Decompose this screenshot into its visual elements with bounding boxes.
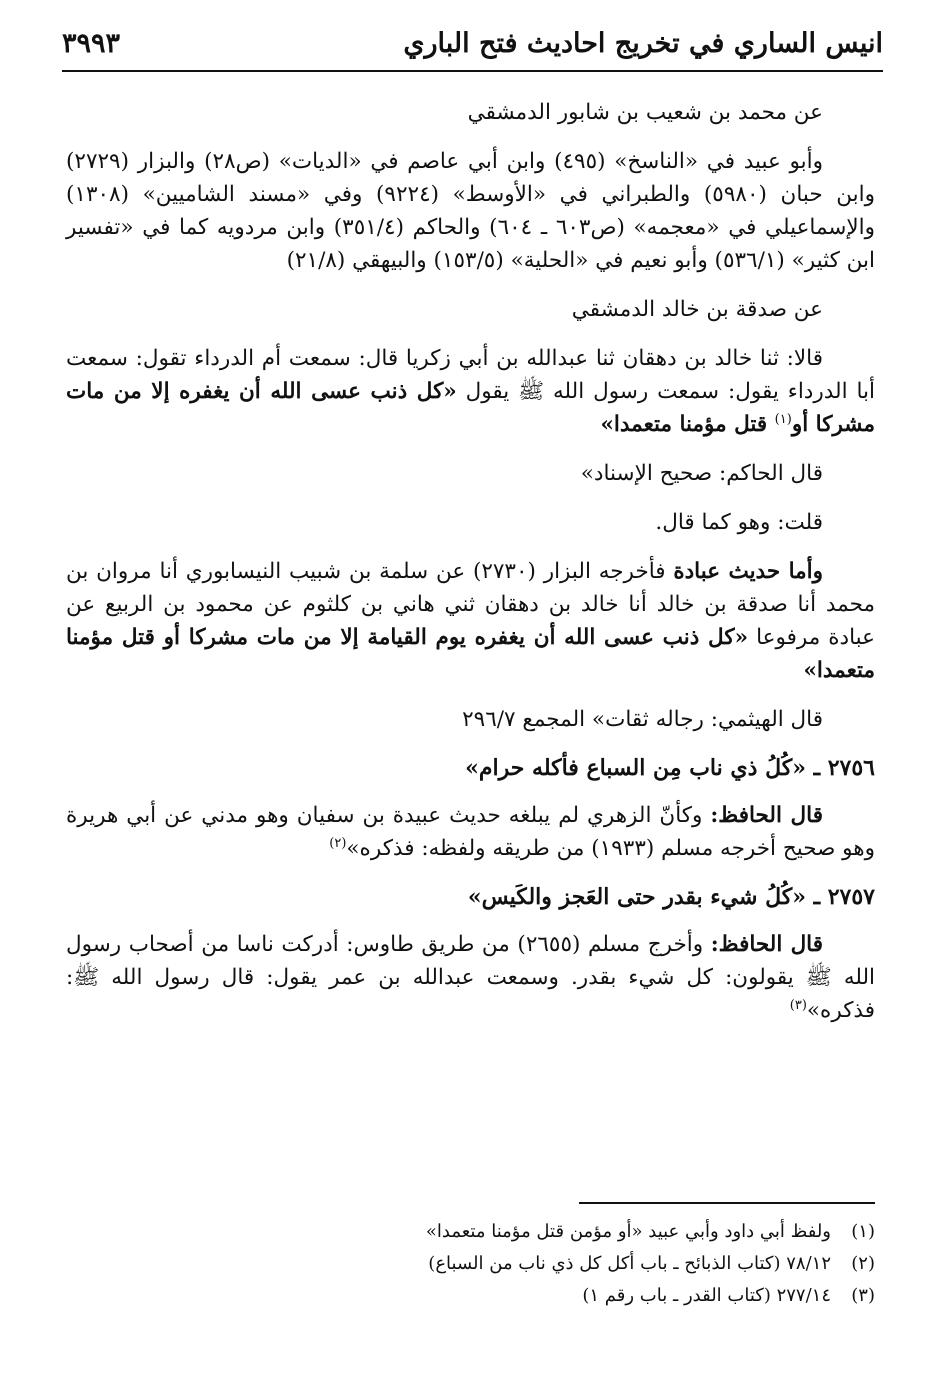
header-rule [62,70,883,72]
footnote-rule [579,1202,875,1204]
footnote [66,1216,875,1248]
footnote-number: (٣) [851,1285,875,1306]
section-lead: قال الحافظ: [710,932,824,957]
hadith-text: قتل مؤمنا متعمدا» [600,412,775,437]
paragraph: وأبو عبيد في «الناسخ» (٤٩٥) وابن أبي عاصم في «الديات» (ص٢٨) والبزار (٢٧٢٩) وابن حبان (٥٩٨٠) والطبراني في «الأوسط» (٩٢٢٤) وفي «مسند الشاميين» (١٣٠٨) والإسماعيلي في «معجمه» (ص٦٠٣ ـ ٦٠٤) والحاكم (٣٥١/٤) وابن مردويه كما في «تفسير ابن كثير» (٥٣٦/١) وأبو نعيم في «الحلية» (١٥٣/٥) والبيهقي (٢١/٨) [66,149,876,273]
footnote-text: ولفظ أبي داود وأبي عبيد «أو مؤمن قتل مؤمنا متعمدا» [425,1221,831,1242]
paragraph [66,555,875,687]
footnote-ref: (١) [774,411,792,427]
section-lead: وأما حديث عبادة [673,559,823,584]
hadith-heading: ٢٧٥٦ ـ «كُلُ ذي ناب مِن السباع فأكله حرام» [465,755,875,781]
footnote [66,1248,875,1280]
paragraph [66,799,875,865]
narration-text: قالا: ثنا خالد بن دهقان ثنا عبدالله بن أبي زكريا قال: سمعت أم الدرداء تقول: سمعت أبا الدرداء يقول: سمعت رسول الله ﷺ يقول [66,346,875,404]
hadith-text: «كل ذنب عسى الله أن يغفره إلا من مات مشركا أو [66,379,875,437]
footnote-ref: (٢) [329,835,347,851]
footnote-number: (٢) [851,1253,875,1274]
page-number: ٣٩٩٣ [62,28,121,59]
paragraph [66,928,875,1027]
hadith-heading: ٢٧٥٧ ـ «كُلُ شيء بقدر حتى العَجز والكَيس» [467,884,875,910]
narration-text: وأخرج مسلم (٢٦٥٥) من طريق طاوس: أدركت ناسا من أصحاب رسول الله ﷺ يقولون: كل شيء بقدر. وسمعت عبدالله بن عمر يقول: قال رسول الله ﷺ: فذكره» [66,932,875,1023]
page-header [62,28,883,72]
paragraph [66,342,875,441]
paragraph: عن صدقة بن خالد الدمشقي [571,297,823,322]
main-text [66,96,875,1043]
footnote-text: ٧٨/١٢ (كتاب الذبائح ـ باب أكل كل ذي ناب من السباع) [428,1253,831,1274]
narration-text: فأخرجه البزار (٢٧٣٠) عن سلمة بن شبيب النيسابوري أنا مروان بن محمد أنا صدقة بن خالد أنا خالد بن دهقان ثني هاني بن كلثوم عن محمود بن الربيع عن عبادة مرفوعا [66,559,875,650]
section-lead: قال الحافظ: [710,803,823,828]
paragraph: قلت: وهو كما قال. [655,510,823,535]
footnote-text: ٢٧٧/١٤ (كتاب القدر ـ باب رقم ١) [582,1285,831,1306]
narration-text: وكأنّ الزهري لم يبلغه حديث عبيدة بن سفيان وهو مدني عن أبي هريرة وهو صحيح أخرجه مسلم (١٩٣٣) من طريقه ولفظه: فذكره» [66,803,875,861]
paragraph: قال الهيثمي: رجاله ثقات» المجمع ٢٩٦/٧ [462,707,823,732]
hadith-text: «كل ذنب عسى الله أن يغفره يوم القيامة إلا من مات مشركا أو قتل مؤمنا متعمدا» [66,625,875,683]
footnotes [66,1216,875,1312]
footnote [66,1280,875,1312]
footnote-ref: (٣) [789,997,807,1013]
running-title: انيس الساري في تخريج احاديث فتح الباري [403,28,883,59]
paragraph: عن محمد بن شعيب بن شابور الدمشقي [467,100,823,125]
footnote-number: (١) [851,1221,875,1242]
paragraph: قال الحاكم: صحيح الإسناد» [580,461,823,486]
